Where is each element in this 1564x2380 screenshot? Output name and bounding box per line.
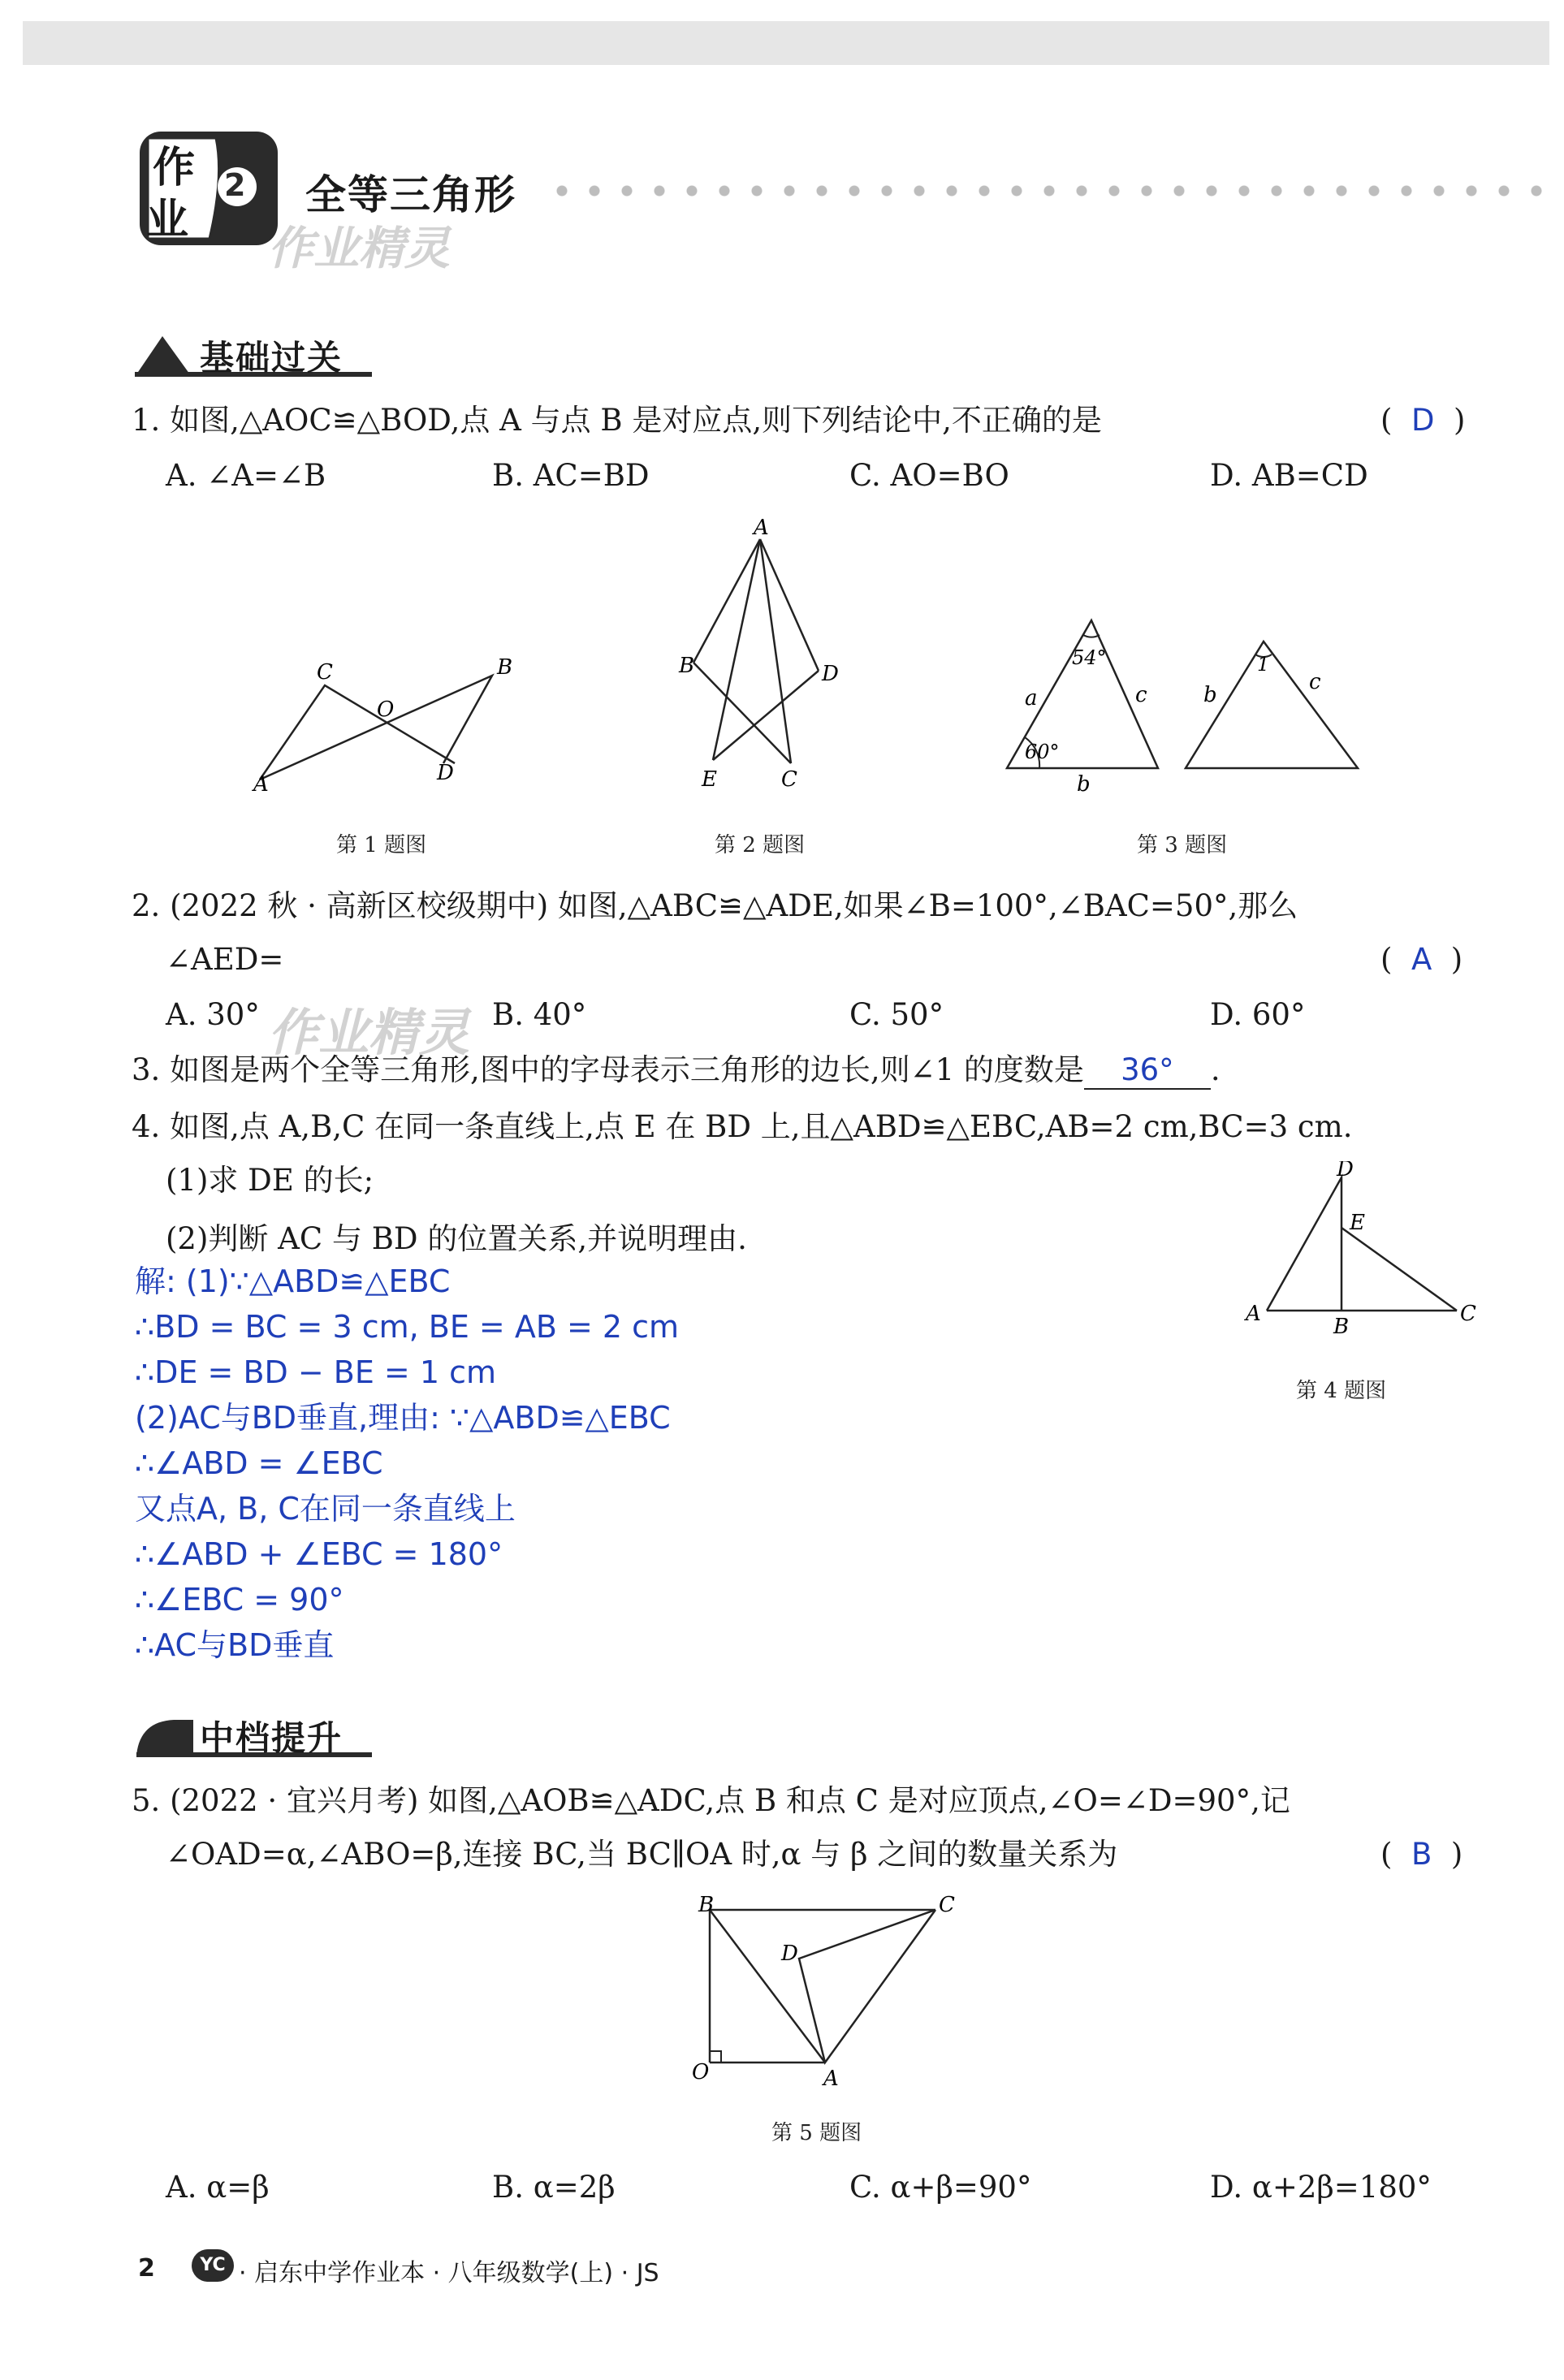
fig3-label-54: 54° <box>1072 646 1107 669</box>
q5-line1: 5. (2022 · 宜兴月考) 如图,△AOB≌△ADC,点 B 和点 C 是对应顶点,∠O=∠D=90°,记 <box>132 1783 1290 1818</box>
figure-1-caption: 第 1 题图 <box>336 833 427 857</box>
badge-char-bottom: 业 <box>146 196 189 244</box>
figure-4-caption: 第 4 题图 <box>1296 1379 1387 1403</box>
fig5-label-c: C <box>939 1893 955 1917</box>
fig2-label-b: B <box>679 654 695 678</box>
q5-answer-bracket: ( B ) <box>1380 1837 1463 1872</box>
fig3-label-b2: b <box>1203 683 1217 707</box>
q3-answer: 36° <box>1121 1052 1174 1087</box>
figure-2 <box>666 512 861 804</box>
q4-solution-line-9: ∴AC与BD垂直 <box>135 1627 335 1663</box>
watermark-2: 作业精灵 <box>268 1003 470 1062</box>
q4-solution-line-1: 解: (1)∵△ABD≌△EBC <box>135 1263 451 1299</box>
page-number: 2 <box>138 2254 155 2283</box>
fig3-label-a: a <box>1025 686 1038 711</box>
q3-stem: 3. 如图是两个全等三角形,图中的字母表示三角形的边长,则∠1 的度数是 <box>132 1052 1084 1087</box>
fig4-label-e: E <box>1350 1211 1365 1235</box>
q2-option-d: D. 60° <box>1210 997 1306 1032</box>
figure-1 <box>244 650 536 796</box>
figure-5-caption: 第 5 题图 <box>771 2121 862 2145</box>
fig2-label-c: C <box>781 767 797 792</box>
q1-answer: D <box>1411 403 1435 438</box>
section-title-basic: 基础过关 <box>200 338 343 378</box>
q3-line: 3. 如图是两个全等三角形,图中的字母表示三角形的边长,则∠1 的度数是 36° . <box>132 1052 1221 1090</box>
fig2-label-a: A <box>754 516 769 540</box>
top-bar <box>23 21 1549 65</box>
fig4-label-b: B <box>1333 1315 1350 1339</box>
q5-line2: ∠OAD=α,∠ABO=β,连接 BC,当 BC∥OA 时,α 与 β 之间的数量关系为 <box>166 1837 1118 1872</box>
fig2-label-d: D <box>822 662 839 686</box>
q1-option-c: C. AO=BO <box>849 458 1009 493</box>
publisher-logo-text: YC <box>200 2255 226 2275</box>
fig5-label-d: D <box>781 1942 798 1966</box>
fig5-label-b: B <box>698 1893 715 1917</box>
q1-answer-bracket: ( D ) <box>1380 403 1466 438</box>
q4-solution-line-6: 又点A, B, C在同一条直线上 <box>135 1491 516 1527</box>
fig3-label-angle1: 1 <box>1257 653 1270 676</box>
q4-solution-line-8: ∴∠EBC = 90° <box>135 1582 344 1618</box>
q4-solution-line-7: ∴∠ABD + ∠EBC = 180° <box>135 1536 503 1572</box>
q4-stem: 4. 如图,点 A,B,C 在同一条直线上,点 E 在 BD 上,且△ABD≌△EBC,AB=2 cm,BC=3 cm. <box>132 1109 1353 1144</box>
footer-text: · 启东中学作业本 · 八年级数学(上) · JS <box>239 2259 659 2287</box>
fig1-label-d: D <box>437 761 454 785</box>
fig4-label-a: A <box>1246 1302 1261 1326</box>
q2-line2: ∠AED= <box>166 942 284 977</box>
fig5-label-a: A <box>823 2067 839 2091</box>
figure-3-caption: 第 3 题图 <box>1137 833 1228 857</box>
figure-3 <box>991 601 1380 796</box>
fig3-label-60: 60° <box>1025 741 1060 763</box>
q5-answer: B <box>1411 1837 1432 1872</box>
publisher-logo <box>192 2249 234 2282</box>
page-title: 全等三角形 <box>305 171 516 218</box>
q2-option-a: A. 30° <box>166 997 260 1032</box>
dotted-rule <box>546 185 1549 197</box>
q5-option-b: B. α=2β <box>492 2170 616 2205</box>
fig3-label-c2: c <box>1309 670 1321 694</box>
fig2-label-e: E <box>702 767 717 792</box>
q4-solution-line-4: (2)AC与BD垂直,理由: ∵△ABD≌△EBC <box>135 1400 671 1436</box>
q1-option-b: B. AC=BD <box>492 458 650 493</box>
figure-4 <box>1234 1161 1494 1340</box>
fig1-label-c: C <box>317 660 333 685</box>
fig4-label-c: C <box>1460 1302 1476 1326</box>
q4-solution-line-2: ∴BD = BC = 3 cm, BE = AB = 2 cm <box>135 1309 680 1345</box>
fig5-label-o: O <box>692 2060 710 2084</box>
q1-option-a: A. ∠A=∠B <box>166 458 326 493</box>
q2-line1: 2. (2022 秋 · 高新区校级期中) 如图,△ABC≌△ADE,如果∠B=100°,∠BAC=50°,那么 <box>132 888 1298 923</box>
fig1-label-o: O <box>377 698 395 722</box>
q4-solution-line-5: ∴∠ABD = ∠EBC <box>135 1445 383 1481</box>
fig1-label-a: A <box>253 772 269 796</box>
q2-answer-bracket: ( A ) <box>1380 942 1463 977</box>
q4-part2: (2)判断 AC 与 BD 的位置关系,并说明理由. <box>166 1221 747 1256</box>
badge-number: 2 <box>224 167 246 203</box>
q5-option-c: C. α+β=90° <box>849 2170 1032 2205</box>
fig3-label-b: b <box>1077 772 1091 796</box>
badge-char-top: 作 <box>153 144 196 192</box>
fig3-label-c: c <box>1135 683 1147 707</box>
q4-solution-line-3: ∴DE = BD − BE = 1 cm <box>135 1354 497 1390</box>
section-title-medium: 中档提升 <box>200 1718 343 1758</box>
q1-option-d: D. AB=CD <box>1210 458 1368 493</box>
q1-stem: 1. 如图,△AOC≌△BOD,点 A 与点 B 是对应点,则下列结论中,不正确的是 <box>132 403 1102 438</box>
q5-option-d: D. α+2β=180° <box>1210 2170 1432 2205</box>
q2-option-c: C. 50° <box>849 997 944 1032</box>
watermark: 作业精灵 <box>268 222 450 275</box>
fig4-label-d: D <box>1337 1161 1354 1181</box>
q2-answer: A <box>1411 942 1432 977</box>
q4-part1: (1)求 DE 的长; <box>166 1163 374 1198</box>
fig1-label-b: B <box>497 655 513 680</box>
figure-2-caption: 第 2 题图 <box>715 833 806 857</box>
q2-option-b: B. 40° <box>492 997 587 1032</box>
figure-5 <box>682 1884 974 2095</box>
q5-option-a: A. α=β <box>166 2170 270 2205</box>
